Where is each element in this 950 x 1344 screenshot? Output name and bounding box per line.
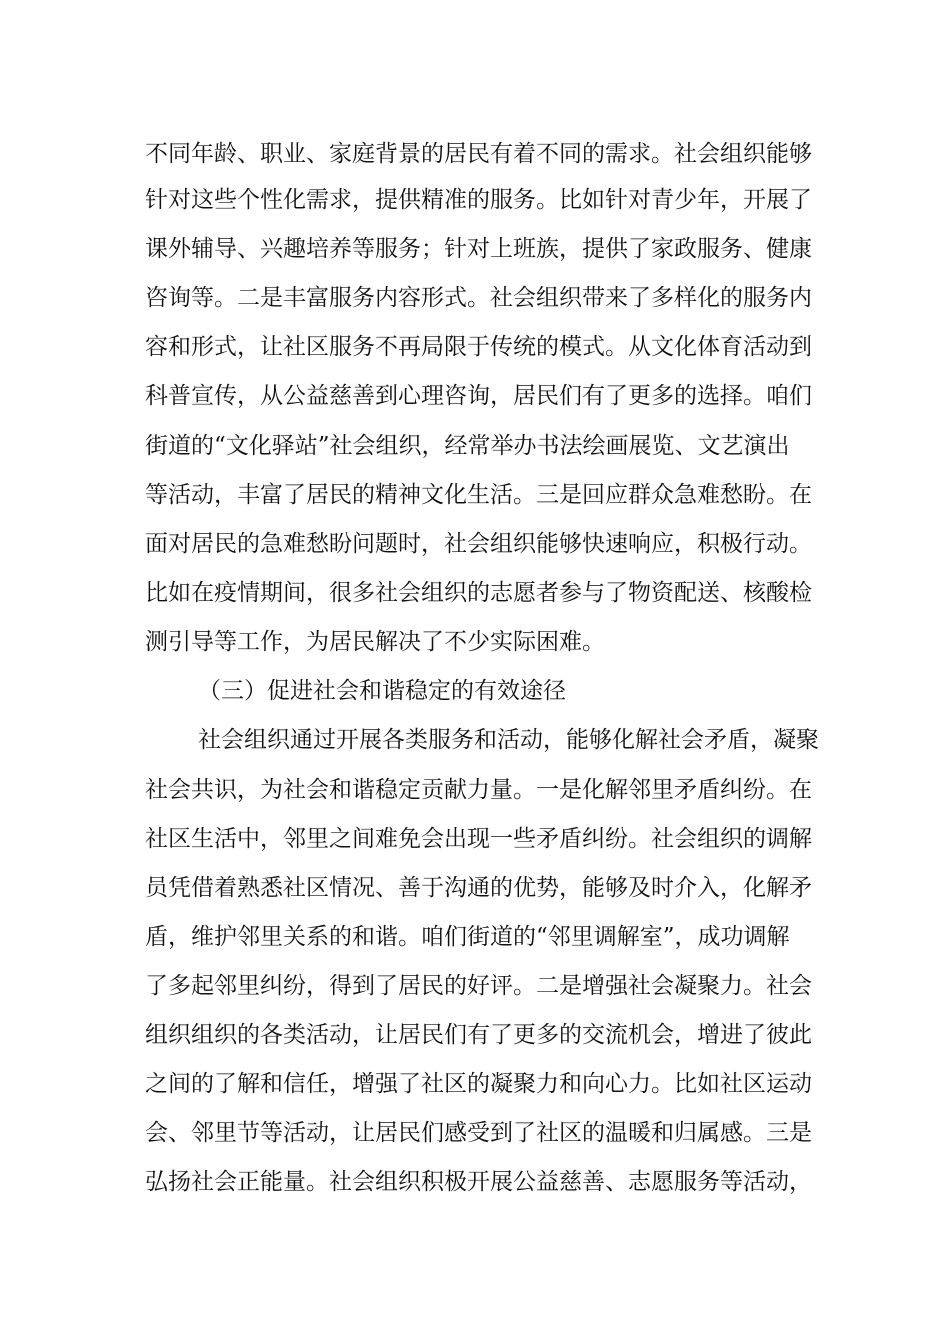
paragraph-2-line-10: 弘扬社会正能量。社会组织积极开展公益慈善、志愿服务等活动， bbox=[145, 1169, 812, 1195]
paragraph-2-line-4: 员凭借着熟悉社区情况、善于沟通的优势，能够及时介入，化解矛 bbox=[145, 875, 812, 901]
paragraph-1-line-6: 科普宣传，从公益慈善到心理咨询，居民们有了更多的选择。咱们 bbox=[145, 383, 812, 409]
paragraph-2-line-6: 了多起邻里纠纷，得到了居民的好评。二是增强社会凝聚力。社会 bbox=[145, 973, 812, 999]
paragraph-2-line-9: 会、邻里节等活动，让居民们感受到了社区的温暖和归属感。三是 bbox=[145, 1120, 812, 1146]
paragraph-2-line-1: 社会组织通过开展各类服务和活动，能够化解社会矛盾，凝聚 bbox=[198, 727, 819, 753]
paragraph-1-line-7: 街道的“文化驿站”社会组织，经常举办书法绘画展览、文艺演出 bbox=[145, 433, 790, 459]
paragraph-2-line-8: 之间的了解和信任，增强了社区的凝聚力和向心力。比如社区运动 bbox=[145, 1071, 812, 1097]
paragraph-2-line-5: 盾，维护邻里关系的和谐。咱们街道的“邻里调解室”，成功调解 bbox=[145, 924, 790, 950]
paragraph-2-line-7: 组织组织的各类活动，让居民们有了更多的交流机会，增进了彼此 bbox=[145, 1022, 812, 1048]
section-subheading: （三）促进社会和谐稳定的有效途径 bbox=[198, 678, 566, 704]
paragraph-1-line-1: 不同年龄、职业、家庭背景的居民有着不同的需求。社会组织能够 bbox=[145, 141, 812, 167]
paragraph-1-line-4: 咨询等。二是丰富服务内容形式。社会组织带来了多样化的服务内 bbox=[145, 285, 812, 311]
paragraph-1-line-3: 课外辅导、兴趣培养等服务；针对上班族，提供了家政服务、健康 bbox=[145, 236, 812, 262]
paragraph-1-line-2: 针对这些个性化需求，提供精准的服务。比如针对青少年，开展了 bbox=[145, 187, 812, 213]
paragraph-1-line-8: 等活动，丰富了居民的精神文化生活。三是回应群众急难愁盼。在 bbox=[145, 482, 812, 508]
paragraph-1-line-10: 比如在疫情期间，很多社会组织的志愿者参与了物资配送、核酸检 bbox=[145, 580, 812, 606]
paragraph-2-line-2: 社会共识，为社会和谐稳定贡献力量。一是化解邻里矛盾纠纷。在 bbox=[145, 777, 812, 803]
paragraph-1-line-11: 测引导等工作，为居民解决了不少实际困难。 bbox=[145, 629, 605, 655]
paragraph-1-line-9: 面对居民的急难愁盼问题时，社会组织能够快速响应，积极行动。 bbox=[145, 531, 812, 557]
paragraph-1-line-5: 容和形式，让社区服务不再局限于传统的模式。从文化体育活动到 bbox=[145, 334, 812, 360]
paragraph-2-line-3: 社区生活中，邻里之间难免会出现一些矛盾纠纷。社会组织的调解 bbox=[145, 826, 812, 852]
